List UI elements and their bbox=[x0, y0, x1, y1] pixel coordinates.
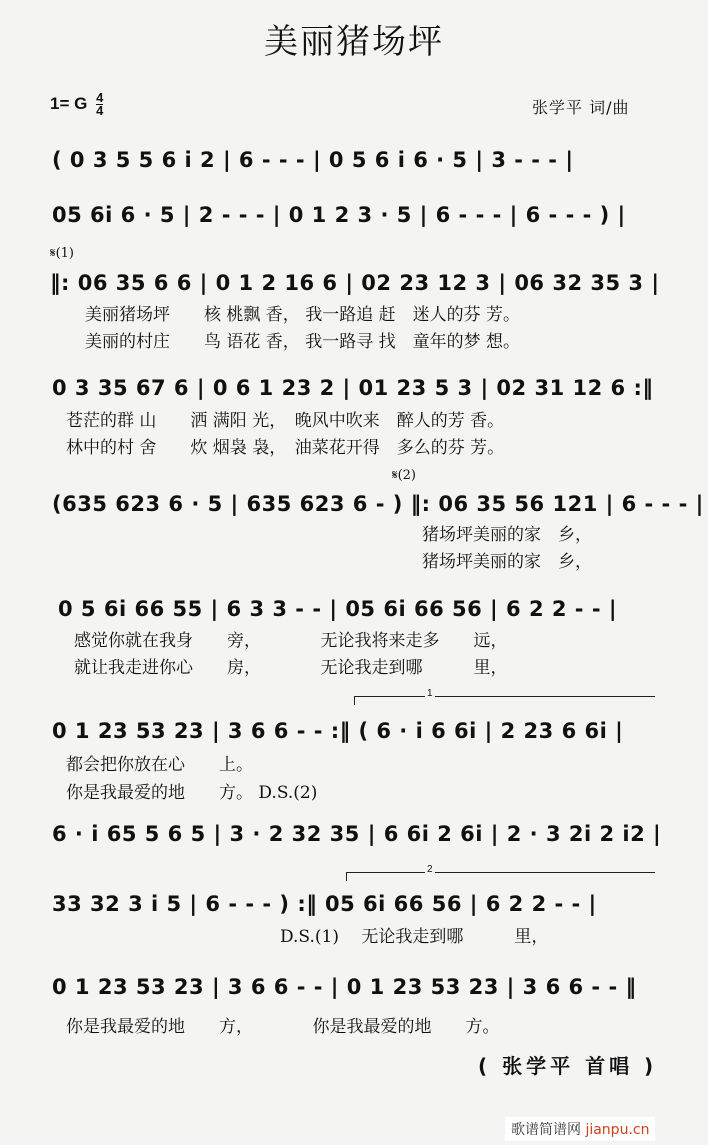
key-signature bbox=[50, 92, 103, 117]
notation-row-10: 0 1 23 53 23 | 3 6 6 - - | 0 1 23 53 23 | 3 6 6 - - ‖ bbox=[52, 975, 637, 999]
notation-row-6: 0 5 6i 66 55 | 6 3 3 - - | 05 6i 66 56 | 6 2 2 - - | bbox=[58, 597, 618, 621]
segno-mark-2: 𝄋(2) bbox=[392, 468, 417, 483]
watermark bbox=[505, 1117, 655, 1141]
lyric-row-5-verse-2: 猪场坪美丽的家 乡， bbox=[422, 552, 592, 572]
volta-bracket-2 bbox=[346, 864, 655, 881]
volta-bracket-1 bbox=[354, 688, 655, 705]
song-title: 美丽猪场坪 bbox=[264, 22, 444, 62]
notation-row-2: 05 6i 6 · 5 | 2 - - - | 0 1 2 3 · 5 | 6 - - - | 6 - - - ) | bbox=[52, 203, 626, 227]
notation-row-8: 6 · i 65 5 6 5 | 3 · 2 32 35 | 6 6i 2 6i | 2 · 3 2i 2 i2 | bbox=[52, 822, 662, 846]
watermark-text: 歌谱简谱网 bbox=[511, 1122, 581, 1138]
watermark-url: jianpu.cn bbox=[585, 1122, 650, 1138]
lyric-row-6-verse-2: 就让我走进你心 房， 无论我走到哪 里， bbox=[74, 658, 508, 678]
key-label: 1= G bbox=[50, 93, 88, 113]
volta-number-1: 1 bbox=[427, 688, 433, 699]
lyric-row-3-verse-1: 美丽猪场坪 核 桃飘 香， 我一路追 赶 迷人的芬 芳。 bbox=[85, 305, 521, 325]
lyric-row-3-verse-2: 美丽的村庄 鸟 语花 香， 我一路寻 找 童年的梦 想。 bbox=[85, 332, 521, 352]
lyric-row-4-verse-2: 林中的村 舍 炊 烟袅 袅， 油菜花开得 多么的芬 芳。 bbox=[66, 438, 505, 458]
notation-row-4: 0 3 35 67 6 | 0 6 1 23 2 | 01 23 5 3 | 02 31 12 6 :‖ bbox=[52, 376, 654, 400]
volta-number-2: 2 bbox=[427, 864, 433, 875]
lyric-row-5-verse-1: 猪场坪美丽的家 乡， bbox=[422, 525, 592, 545]
lyric-row-6-verse-1: 感觉你就在我身 旁， 无论我将来走多 远， bbox=[74, 631, 508, 651]
lyric-row-7-verse-1: 都会把你放在心 上。 bbox=[66, 755, 253, 775]
notation-row-9: 33 32 3 i 5 | 6 - - - ) :‖ 05 6i 66 56 | 6 2 2 - - | bbox=[52, 892, 597, 916]
lyric-row-4-verse-1: 苍茫的群 山 洒 满阳 光， 晚风中吹来 醉人的芳 香。 bbox=[66, 411, 505, 431]
time-bottom: 4 bbox=[96, 103, 104, 118]
segno-mark-1: 𝄋(1) bbox=[50, 246, 75, 261]
lyric-row-10: 你是我最爱的地 方， 你是我最爱的地 方。 bbox=[66, 1017, 500, 1037]
time-signature bbox=[96, 92, 103, 117]
notation-row-7: 0 1 23 53 23 | 3 6 6 - - :‖ ( 6 · i 6 6i | 2 23 6 6i | bbox=[52, 719, 624, 743]
credits: 张学平 词/曲 bbox=[532, 98, 630, 117]
singer-credit: ( 张学平 首唱 ) bbox=[478, 1054, 658, 1078]
lyric-row-9: D.S.(1) 无论我走到哪 里， bbox=[280, 927, 549, 947]
notation-row-5: (635 623 6 · 5 | 635 623 6 - ) ‖: 06 35 56 121 | 6 - - - | bbox=[52, 492, 704, 516]
time-top: 4 bbox=[96, 90, 104, 105]
notation-row-3: ‖: 06 35 6 6 | 0 1 2 16 6 | 02 23 12 3 | 06 32 35 3 | bbox=[50, 271, 660, 295]
notation-row-1: ( 0 3 5 5 6 i 2 | 6 - - - | 0 5 6 i 6 · 5 | 3 - - - | bbox=[52, 148, 574, 172]
lyric-row-7-verse-2: 你是我最爱的地 方。 D.S.(2) bbox=[66, 783, 318, 803]
